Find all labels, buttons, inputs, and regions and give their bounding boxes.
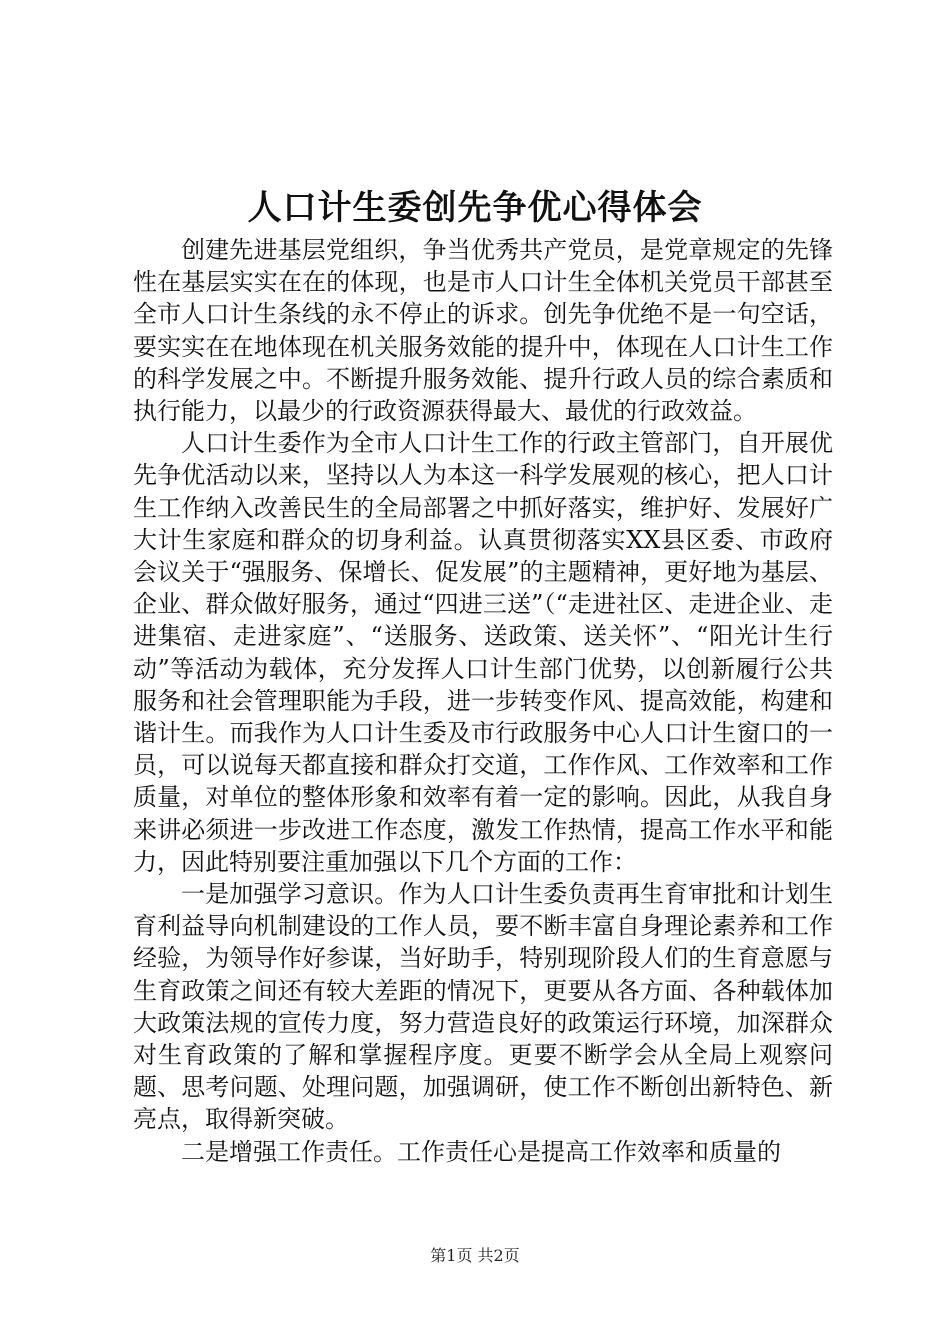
document-title: 人口计生委创先争优心得体会 xyxy=(247,188,703,228)
paragraph-4: 二是增强工作责任。工作责任心是提高工作效率和质量的 xyxy=(181,1137,781,1166)
page-footer: 第1页 共2页 xyxy=(430,1246,520,1265)
paragraph-3: 一是加强学习意识。作为人口计生委负责再生育审批和计划生育利益导向机制建设的工作人员，要不断丰富自身理论素养和工作经验，为领导作好参谋，当好助手，特别现阶段人们的生育意愿与生育政策之间还有较大差距的情况下，更要从各方面、各种载体加大政策法规的宣传力度，努力营造良好的政策运行环境，加深群众对生育政策的了解和掌握程序度。更要不断学会从全局上观察问题、思考问题、处理问题，加强调研，使工作不断创出新特色、新亮点，取得新突破。 xyxy=(133,880,833,1134)
paragraph-2: 人口计生委作为全市人口计生工作的行政主管部门，自开展优先争优活动以来，坚持以人为本这一科学发展观的核心，把人口计生工作纳入改善民生的全局部署之中抓好落实，维护好、发展好广大计生家庭和群众的切身利益。认真贯彻落实XX县区委、市政府会议关于“强服务、保增长、促发展”的主题精神，更好地为基层、企业、群众做好服务，通过“四进三送”（“走进社区、走进企业、走进集宿、走进家庭”、“送服务、送政策、送关怀”、“阳光计生行动”等活动为载体，充分发挥人口计生部门优势，以创新履行公共服务和社会管理职能为手段，进一步转变作风、提高效能，构建和谐计生。而我作为人口计生委及市行政服务中心人口计生窗口的一员，可以说每天都直接和群众打交道，工作作风、工作效率和工作质量，对单位的整体形象和效率有着一定的影响。因此，从我自身来讲必须进一步改进工作态度，激发工作热情，提高工作水平和能力，因此特别要注重加强以下几个方面的工作： xyxy=(133,429,833,876)
document-body xyxy=(133,234,833,1168)
paragraph-1: 创建先进基层党组织，争当优秀共产党员，是党章规定的先锋性在基层实实在在的体现，也是市人口计生全体机关党员干部甚至全市人口计生条线的永不停止的诉求。创先争优绝不是一句空话，要实实在在地体现在机关服务效能的提升中，体现在人口计生工作的科学发展之中。不断提升服务效能、提升行政人员的综合素质和执行能力，以最少的行政资源获得最大、最优的行政效益。 xyxy=(133,236,833,426)
